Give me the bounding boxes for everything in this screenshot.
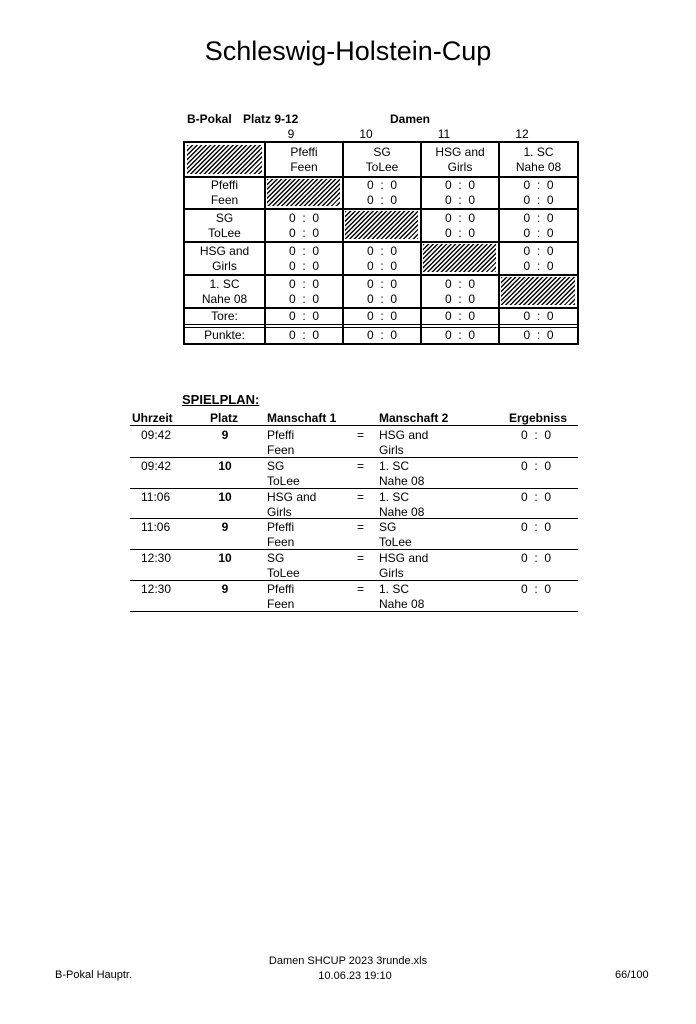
team-name-line2: Feen (210, 193, 239, 207)
row-header-team (185, 210, 264, 241)
tore-cell (422, 309, 498, 324)
team-name-line1: SG (373, 144, 391, 159)
match-platz: 9 (221, 582, 229, 596)
versus-sign: = (357, 489, 365, 504)
score: 0 : 0 (366, 243, 398, 258)
score: 0 : 0 (366, 178, 398, 192)
schedule-header-platz: Platz (210, 411, 239, 425)
team1-name-line1: Pfeffi (267, 428, 295, 442)
team2-name-line2: Nahe 08 (379, 473, 425, 488)
score-cell (266, 276, 342, 307)
category-label: Damen (390, 112, 431, 126)
match-time: 12:30 (141, 582, 172, 596)
team2-name-line1: HSG and (379, 551, 429, 566)
team2-name-line1: 1. SC (379, 582, 410, 596)
match-time: 09:42 (141, 458, 172, 473)
team-name-line1: HSG and (199, 243, 250, 258)
score: 0 : 0 (523, 225, 554, 240)
score: 0 : 0 (444, 225, 476, 240)
match-platz: 10 (218, 489, 232, 504)
versus-sign: = (357, 551, 365, 566)
match-result: 0 : 0 (521, 582, 552, 596)
team2-name-line2: Nahe 08 (379, 597, 425, 611)
punkte-cell (266, 328, 342, 343)
column-header-team (344, 143, 420, 176)
results-matrix (183, 141, 579, 345)
tore-cell (344, 309, 420, 324)
schedule-header-team1: Manschaft 1 (267, 411, 337, 425)
score: 0 : 0 (366, 291, 398, 306)
column-number: 10 (359, 127, 373, 141)
versus-sign: = (357, 458, 365, 473)
score-cell (344, 178, 420, 208)
team-name-line1: Pfeffi (210, 178, 239, 192)
platz-range-label: Platz 9-12 (243, 112, 299, 126)
schedule-header-rule (130, 425, 578, 426)
team1-name-line2: ToLee (267, 566, 300, 581)
column-header-team (266, 143, 342, 176)
score: 0 : 0 (366, 258, 398, 273)
score-cell (422, 210, 498, 241)
row-header-team (185, 276, 264, 307)
score: 0 : 0 (288, 258, 320, 273)
row-divider (183, 324, 579, 325)
team2-name-line1: 1. SC (379, 458, 410, 473)
diagonal-hatch (267, 179, 340, 206)
team2-name-line1: SG (379, 520, 397, 535)
score: 0 : 0 (288, 309, 320, 323)
versus-sign: = (357, 428, 365, 442)
match-time: 11:06 (141, 520, 171, 535)
schedule-row (0, 581, 696, 612)
punkte-cell (344, 328, 420, 343)
schedule-title: SPIELPLAN: (182, 392, 260, 407)
tore-cell (500, 309, 577, 324)
tore-label: Tore: (211, 309, 238, 323)
score: 0 : 0 (523, 309, 554, 323)
schedule-row (0, 427, 696, 458)
team-name-line2: ToLee (208, 225, 241, 240)
row-rule (130, 611, 578, 612)
score-cell (344, 243, 420, 274)
versus-sign: = (357, 520, 365, 535)
team2-name-line2: Nahe 08 (379, 504, 425, 519)
footer-filename: Damen SHCUP 2023 3runde.xls (268, 955, 428, 967)
score: 0 : 0 (444, 210, 476, 225)
group-label: B-Pokal (187, 112, 232, 126)
match-time: 11:06 (141, 489, 171, 504)
score: 0 : 0 (366, 276, 398, 291)
score: 0 : 0 (288, 210, 320, 225)
score: 0 : 0 (444, 276, 476, 291)
row-header-team (185, 178, 264, 208)
diagonal-hatch (345, 211, 418, 239)
match-platz: 9 (221, 428, 229, 442)
match-result: 0 : 0 (521, 428, 552, 442)
schedule-header-team2: Manschaft 2 (379, 411, 449, 425)
tore-cell (266, 309, 342, 324)
team-name-line2: Girls (212, 258, 237, 273)
score: 0 : 0 (444, 291, 476, 306)
score-cell (500, 243, 577, 274)
team-name-line2: Nahe 08 (515, 159, 562, 174)
score: 0 : 0 (444, 178, 476, 192)
team-name-line2: Nahe 08 (201, 291, 248, 306)
score: 0 : 0 (523, 193, 554, 207)
score: 0 : 0 (523, 178, 554, 192)
team-name-line2: Feen (290, 159, 318, 174)
team1-name-line2: Feen (267, 535, 295, 550)
punkte-cell (422, 328, 498, 343)
score: 0 : 0 (444, 193, 476, 207)
score: 0 : 0 (288, 243, 320, 258)
team2-name-line1: HSG and (379, 428, 429, 442)
schedule-row (0, 489, 696, 520)
column-header-team (500, 143, 577, 176)
match-result: 0 : 0 (521, 520, 552, 535)
team1-name-line1: SG (267, 458, 285, 473)
team-name-line2: ToLee (365, 159, 399, 174)
score-cell (422, 276, 498, 307)
match-platz: 10 (218, 551, 232, 566)
score-cell (266, 210, 342, 241)
column-number: 12 (515, 127, 529, 141)
match-result: 0 : 0 (521, 489, 552, 504)
team1-name-line2: Girls (267, 504, 292, 519)
schedule-row (0, 550, 696, 581)
score-cell (344, 276, 420, 307)
score-cell (266, 243, 342, 274)
schedule-row (0, 458, 696, 489)
row-header-team (185, 243, 264, 274)
score: 0 : 0 (366, 328, 398, 342)
table-border (183, 343, 579, 345)
footer-left: B-Pokal Hauptr. (55, 969, 133, 981)
score: 0 : 0 (288, 276, 320, 291)
footer-page-number: 66/100 (615, 969, 649, 981)
schedule-row (0, 519, 696, 550)
score: 0 : 0 (288, 328, 320, 342)
diagonal-hatch (501, 277, 575, 305)
column-number: 9 (287, 127, 295, 141)
score-cell (422, 178, 498, 208)
team1-name-line2: Feen (267, 443, 295, 457)
score: 0 : 0 (523, 243, 554, 258)
corner-hatch (187, 145, 262, 174)
score: 0 : 0 (366, 193, 398, 207)
team-name-line1: SG (215, 210, 234, 225)
diagonal-hatch (423, 244, 496, 272)
score-cell (500, 178, 577, 208)
score-cell (500, 210, 577, 241)
match-result: 0 : 0 (521, 551, 552, 566)
team1-name-line2: Feen (267, 597, 295, 611)
schedule-header-time: Uhrzeit (132, 411, 173, 425)
team2-name-line1: 1. SC (379, 489, 410, 504)
team2-name-line2: ToLee (379, 535, 412, 550)
team1-name-line1: SG (267, 551, 285, 566)
column-header-team (422, 143, 498, 176)
team-name-line1: 1. SC (523, 144, 554, 159)
team-name-line1: Pfeffi (290, 144, 318, 159)
team-name-line1: HSG and (435, 144, 485, 159)
team-name-line1: 1. SC (209, 276, 240, 291)
table-border (577, 141, 579, 345)
versus-sign: = (357, 582, 365, 596)
score: 0 : 0 (444, 309, 476, 323)
score: 0 : 0 (288, 225, 320, 240)
score: 0 : 0 (288, 291, 320, 306)
footer-datetime: 10.06.23 19:10 (318, 970, 392, 982)
page-title: Schleswig-Holstein-Cup (204, 36, 492, 66)
match-time: 09:42 (141, 428, 172, 442)
team2-name-line2: Girls (379, 443, 404, 457)
schedule-header-result: Ergebniss (509, 411, 568, 425)
match-platz: 9 (221, 520, 229, 535)
score: 0 : 0 (523, 258, 554, 273)
match-time: 12:30 (141, 551, 172, 566)
match-result: 0 : 0 (521, 458, 552, 473)
punkte-label: Punkte: (204, 328, 245, 342)
score: 0 : 0 (523, 210, 554, 225)
score: 0 : 0 (366, 309, 398, 323)
score: 0 : 0 (444, 328, 476, 342)
team2-name-line2: Girls (379, 566, 404, 581)
score: 0 : 0 (523, 328, 554, 342)
team-name-line2: Girls (447, 159, 473, 174)
team1-name-line1: Pfeffi (267, 582, 295, 596)
team1-name-line1: HSG and (267, 489, 317, 504)
team1-name-line2: ToLee (267, 473, 300, 488)
column-number: 11 (437, 127, 451, 141)
match-platz: 10 (218, 458, 232, 473)
punkte-cell (500, 328, 577, 343)
team1-name-line1: Pfeffi (267, 520, 295, 535)
